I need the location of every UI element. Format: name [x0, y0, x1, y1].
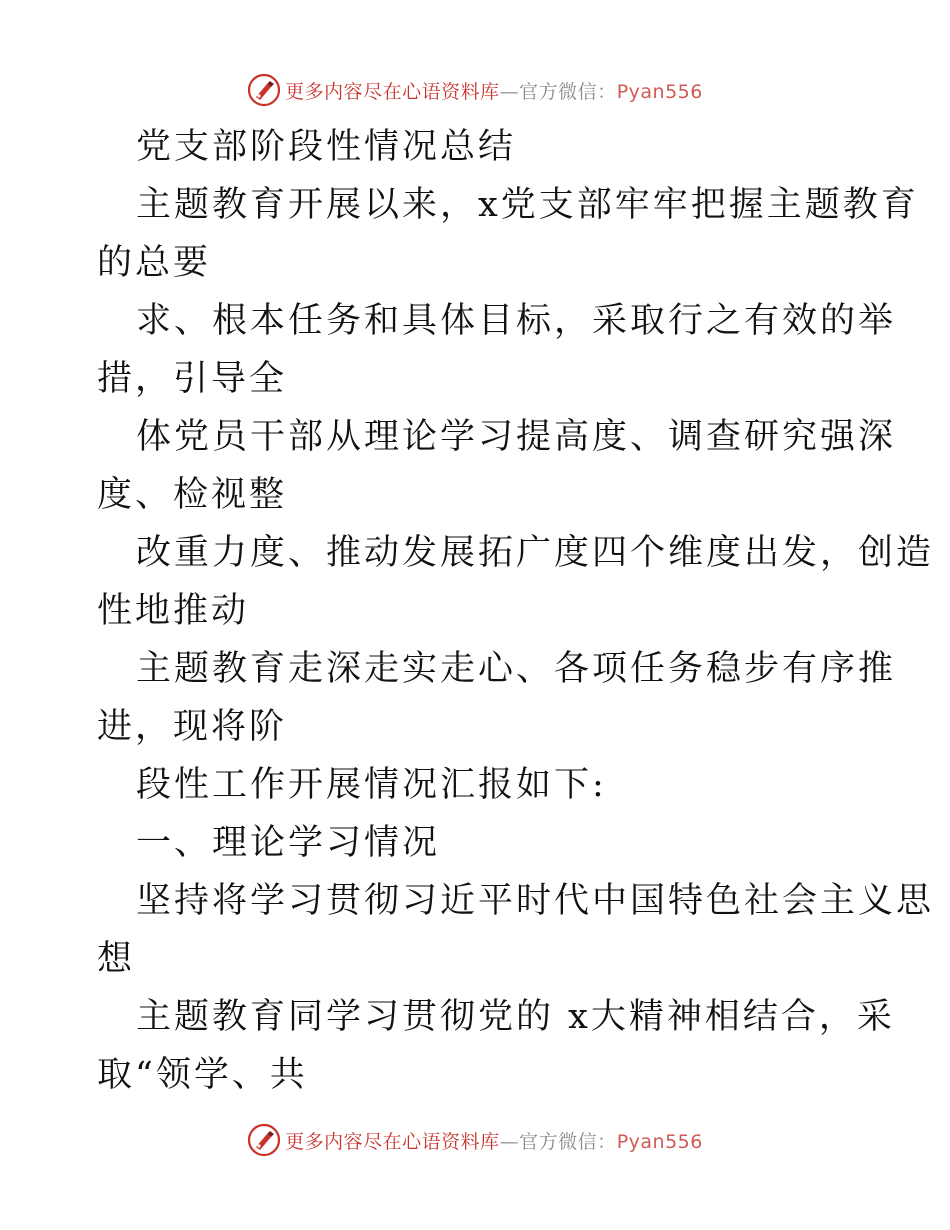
paragraph-line: 坚持将学习贯彻习近平时代中国特色社会主义思: [136, 881, 935, 921]
paragraph-line: 求、根本任务和具体目标，采取行之有效的举: [136, 301, 897, 341]
banner-main-text: 更多内容尽在心语资料库: [285, 80, 500, 103]
pen-nib-logo-icon: [247, 73, 281, 107]
banner-text: [285, 1127, 703, 1154]
banner-wechat-label: 官方微信：: [519, 1130, 617, 1153]
paragraph-line: 段性工作开展情况汇报如下:: [136, 765, 607, 805]
banner-text: [285, 77, 703, 104]
footer-banner: [0, 1120, 950, 1160]
paragraph-line: 进，现将阶: [97, 707, 288, 747]
section-heading: 一、理论学习情况: [136, 823, 441, 863]
paragraph-line: 性地推动: [97, 591, 250, 631]
banner-main-text: 更多内容尽在心语资料库: [285, 1130, 500, 1153]
header-banner: [0, 70, 950, 110]
banner-wechat-label: 官方微信：: [519, 80, 617, 103]
paragraph-line: 体党员干部从理论学习提高度、调查研究强深: [136, 417, 897, 457]
paragraph-line: 主题教育走深走实走心、各项任务稳步有序推: [136, 649, 897, 689]
document-title: 党支部阶段性情况总结: [136, 127, 517, 167]
banner-dash: —: [499, 1130, 520, 1153]
paragraph-line: 度、检视整: [97, 475, 288, 515]
banner-wechat-id: Pyan556: [616, 1130, 703, 1153]
paragraph-line: 主题教育同学习贯彻党的 x大精神相结合，采: [136, 997, 895, 1037]
paragraph-line: 主题教育开展以来，x党支部牢牢把握主题教育: [136, 185, 919, 225]
paragraph-line: 想: [97, 939, 136, 979]
paragraph-line: 的总要: [97, 243, 212, 283]
paragraph-line: 取“领学、共: [97, 1055, 308, 1095]
pen-nib-logo-icon: [247, 1123, 281, 1157]
paragraph-line: 措，引导全: [97, 359, 288, 399]
paragraph-line: 改重力度、推动发展拓广度四个维度出发，创造: [136, 533, 935, 573]
banner-dash: —: [499, 80, 520, 103]
banner-wechat-id: Pyan556: [616, 80, 703, 103]
